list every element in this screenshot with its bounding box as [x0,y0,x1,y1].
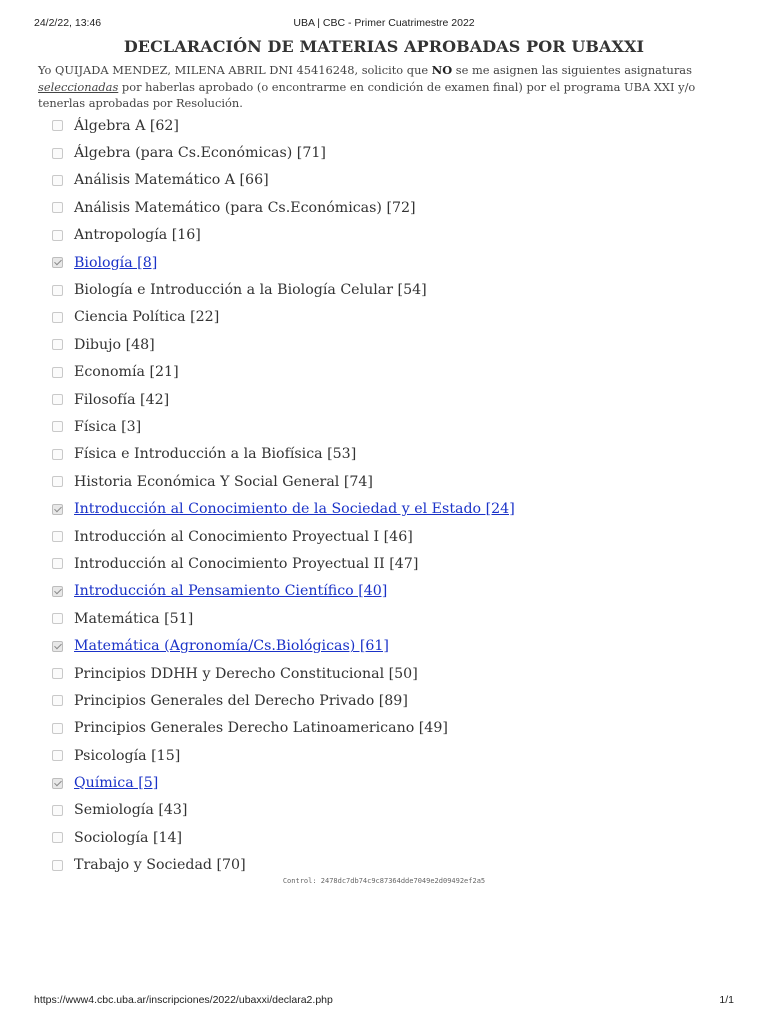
subject-checkbox-checked[interactable] [52,257,63,268]
subject-item [52,276,742,303]
subject-item [52,331,742,358]
subject-checkbox[interactable] [52,202,63,213]
subject-label: Matemática [51] [74,610,194,627]
subject-item [52,112,742,139]
subject-checklist [52,112,742,879]
subject-checkbox[interactable] [52,750,63,761]
subject-label: Análisis Matemático (para Cs.Económicas) [72] [74,199,416,216]
subject-checkbox-checked[interactable] [52,778,63,789]
subject-checkbox[interactable] [52,339,63,350]
subject-item [52,304,742,331]
subject-item [52,249,742,276]
subject-item [52,441,742,468]
subject-label: Álgebra (para Cs.Económicas) [71] [74,145,326,162]
subject-label: Física [3] [74,418,142,435]
subject-item [52,139,742,166]
subject-item [52,222,742,249]
subject-label: Introducción al Conocimiento Proyectual II [47] [74,555,419,572]
subject-label: Trabajo y Sociedad [70] [74,857,246,874]
subject-item [52,359,742,386]
subject-checkbox[interactable] [52,175,63,186]
subject-item [52,550,742,577]
subject-label: Semiología [43] [74,802,188,819]
subject-label: Introducción al Conocimiento Proyectual I [46] [74,528,413,545]
subject-label: Principios DDHH y Derecho Constitucional [50] [74,665,418,682]
subject-checkbox[interactable] [52,476,63,487]
subject-checkbox[interactable] [52,558,63,569]
intro-text-2: se me asignen las siguientes asignaturas [452,63,692,77]
subject-checkbox[interactable] [52,449,63,460]
intro-selected-emphasis: seleccionadas [38,79,119,94]
subject-checkbox[interactable] [52,394,63,405]
subject-label-selected[interactable]: Introducción al Pensamiento Científico [40] [74,583,388,600]
subject-checkbox[interactable] [52,668,63,679]
subject-item [52,523,742,550]
subject-label: Física e Introducción a la Biofísica [53] [74,446,357,463]
subject-item [52,797,742,824]
subject-checkbox[interactable] [52,421,63,432]
subject-label-selected[interactable]: Matemática (Agronomía/Cs.Biológicas) [61] [74,638,389,655]
control-code: Control: 2478dc7db74c9c87364dde7049e2d09492ef2a5 [282,877,486,885]
subject-label: Historia Económica Y Social General [74] [74,473,373,490]
subject-label: Dibujo [48] [74,336,155,353]
print-header [34,17,734,31]
print-url: https://www4.cbc.uba.ar/inscripciones/2022/ubaxxi/declara2.php [34,994,333,1006]
subject-checkbox[interactable] [52,120,63,131]
subject-label: Principios Generales Derecho Latinoamericano [49] [74,720,448,737]
subject-label: Economía [21] [74,364,179,381]
print-footer [34,994,734,1008]
subject-item [52,632,742,659]
subject-item [52,769,742,796]
subject-item [52,167,742,194]
subject-label: Antropología [16] [74,227,201,244]
subject-item [52,715,742,742]
subject-label: Filosofía [42] [74,391,170,408]
subject-item [52,194,742,221]
subject-checkbox[interactable] [52,148,63,159]
subject-checkbox[interactable] [52,695,63,706]
subject-checkbox[interactable] [52,832,63,843]
subject-label: Biología e Introducción a la Biología Celular [54] [74,282,427,299]
subject-item [52,413,742,440]
subject-label: Principios Generales del Derecho Privado [89] [74,692,408,709]
print-page-title: UBA | CBC - Primer Cuatrimestre 2022 [293,17,475,29]
subject-label: Sociología [14] [74,829,183,846]
subject-checkbox[interactable] [52,860,63,871]
subject-label-selected[interactable]: Biología [8] [74,254,158,271]
subject-checkbox[interactable] [52,230,63,241]
intro-text-3: por haberlas aprobado (o encontrarme en condición de examen final) por el programa UBA XXI y/o tenerlas aprobadas por Resolución. [38,79,696,110]
subject-item [52,468,742,495]
subject-checkbox[interactable] [52,312,63,323]
subject-item [52,742,742,769]
intro-text-1: Yo QUIJADA MENDEZ, MILENA ABRIL DNI 45416248, solicito que [38,63,432,77]
print-page-number: 1/1 [719,994,734,1006]
subject-item [52,660,742,687]
subject-label-selected[interactable]: Introducción al Conocimiento de la Sociedad y el Estado [24] [74,501,515,518]
subject-checkbox[interactable] [52,613,63,624]
subject-checkbox-checked[interactable] [52,504,63,515]
subject-label: Psicología [15] [74,747,181,764]
subject-checkbox[interactable] [52,367,63,378]
subject-item [52,687,742,714]
subject-label: Ciencia Política [22] [74,309,220,326]
subject-checkbox[interactable] [52,805,63,816]
subject-label: Álgebra A [62] [74,117,179,134]
subject-item [52,824,742,851]
subject-item [52,386,742,413]
subject-checkbox[interactable] [52,723,63,734]
subject-item [52,495,742,522]
subject-checkbox-checked[interactable] [52,586,63,597]
subject-checkbox[interactable] [52,285,63,296]
document-title: DECLARACIÓN DE MATERIAS APROBADAS POR UBAXXI [123,37,645,56]
subject-checkbox-checked[interactable] [52,641,63,652]
subject-item [52,852,742,879]
subject-item [52,578,742,605]
subject-item [52,605,742,632]
print-datetime: 24/2/22, 13:46 [34,17,102,29]
intro-no-emphasis: NO [431,63,453,77]
subject-label: Análisis Matemático A [66] [74,172,269,189]
declaration-intro [38,62,728,112]
subject-checkbox[interactable] [52,531,63,542]
subject-label-selected[interactable]: Química [5] [74,775,159,792]
